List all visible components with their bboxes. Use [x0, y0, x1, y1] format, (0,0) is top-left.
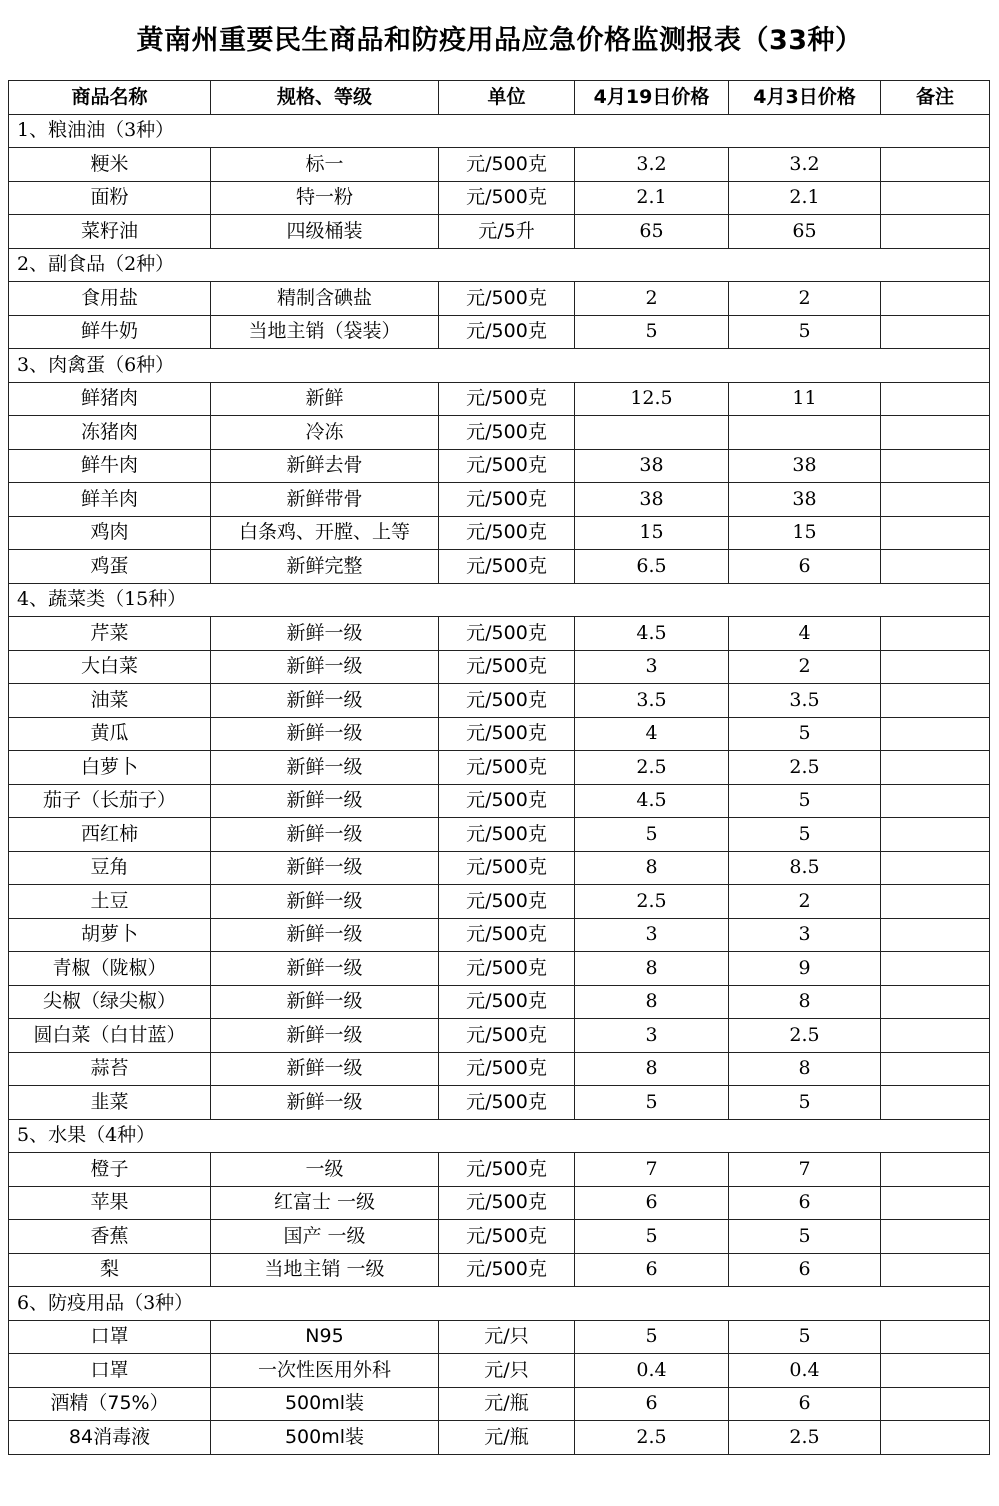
cell-spec: 国产 一级 [211, 1220, 439, 1254]
cell-unit: 元/500克 [439, 918, 575, 952]
cell-price-apr3: 5 [729, 1220, 881, 1254]
table-row [9, 1354, 990, 1388]
cell-unit: 元/瓶 [439, 1421, 575, 1455]
cell-name: 84消毒液 [9, 1421, 211, 1455]
table-row [9, 1320, 990, 1354]
cell-remarks [881, 1052, 990, 1086]
cell-spec: 当地主销 一级 [211, 1253, 439, 1287]
cell-remarks [881, 215, 990, 249]
cell-unit: 元/500克 [439, 1253, 575, 1287]
cell-spec: 精制含碘盐 [211, 282, 439, 316]
category-label: 3、肉禽蛋（6种） [9, 349, 990, 383]
cell-price-apr3: 2.5 [729, 751, 881, 785]
table-row [9, 650, 990, 684]
cell-price-apr19: 4.5 [575, 784, 729, 818]
table-row [9, 985, 990, 1019]
cell-remarks [881, 181, 990, 215]
cell-name: 黄瓜 [9, 717, 211, 751]
table-row [9, 483, 990, 517]
cell-unit: 元/500克 [439, 1153, 575, 1187]
table-row [9, 282, 990, 316]
table-row [9, 181, 990, 215]
cell-price-apr19: 8 [575, 952, 729, 986]
cell-unit: 元/500克 [439, 851, 575, 885]
cell-spec: 新鲜一级 [211, 1019, 439, 1053]
cell-price-apr19: 2.5 [575, 885, 729, 919]
cell-price-apr3: 6 [729, 1186, 881, 1220]
cell-remarks [881, 416, 990, 450]
cell-remarks [881, 684, 990, 718]
cell-name: 芹菜 [9, 617, 211, 651]
cell-price-apr19: 3.2 [575, 148, 729, 182]
cell-name: 鲜猪肉 [9, 382, 211, 416]
cell-remarks [881, 1019, 990, 1053]
cell-price-apr19: 4 [575, 717, 729, 751]
cell-price-apr3: 5 [729, 1086, 881, 1120]
cell-price-apr19: 8 [575, 851, 729, 885]
cell-name: 白萝卜 [9, 751, 211, 785]
cell-price-apr19 [575, 416, 729, 450]
table-row [9, 684, 990, 718]
cell-name: 胡萝卜 [9, 918, 211, 952]
table-row [9, 1186, 990, 1220]
cell-name: 豆角 [9, 851, 211, 885]
table-row [9, 215, 990, 249]
cell-price-apr3: 6 [729, 1253, 881, 1287]
cell-remarks [881, 1153, 990, 1187]
cell-price-apr19: 12.5 [575, 382, 729, 416]
cell-price-apr3: 5 [729, 717, 881, 751]
cell-name: 面粉 [9, 181, 211, 215]
header-name: 商品名称 [9, 81, 211, 115]
cell-remarks [881, 985, 990, 1019]
cell-unit: 元/500克 [439, 617, 575, 651]
cell-spec: 新鲜一级 [211, 1052, 439, 1086]
table-row [9, 617, 990, 651]
cell-price-apr3: 5 [729, 1320, 881, 1354]
table-row [9, 449, 990, 483]
cell-unit: 元/瓶 [439, 1387, 575, 1421]
cell-unit: 元/500克 [439, 1019, 575, 1053]
cell-spec: 新鲜一级 [211, 818, 439, 852]
category-label: 6、防疫用品（3种） [9, 1287, 990, 1321]
cell-spec: 红富士 一级 [211, 1186, 439, 1220]
table-row [9, 1220, 990, 1254]
cell-name: 鲜牛肉 [9, 449, 211, 483]
cell-name: 蒜苔 [9, 1052, 211, 1086]
cell-remarks [881, 918, 990, 952]
cell-remarks [881, 784, 990, 818]
table-row [9, 918, 990, 952]
cell-spec: 标一 [211, 148, 439, 182]
cell-price-apr3: 11 [729, 382, 881, 416]
cell-price-apr3: 2 [729, 885, 881, 919]
cell-price-apr3: 2.5 [729, 1421, 881, 1455]
cell-price-apr3: 3.5 [729, 684, 881, 718]
cell-price-apr3: 3.2 [729, 148, 881, 182]
cell-unit: 元/500克 [439, 650, 575, 684]
cell-price-apr19: 3 [575, 1019, 729, 1053]
cell-spec: 新鲜一级 [211, 1086, 439, 1120]
cell-name: 粳米 [9, 148, 211, 182]
cell-price-apr3: 6 [729, 550, 881, 584]
category-label: 5、水果（4种） [9, 1119, 990, 1153]
header-row [9, 81, 990, 115]
cell-unit: 元/500克 [439, 684, 575, 718]
cell-spec: N95 [211, 1320, 439, 1354]
cell-price-apr3: 7 [729, 1153, 881, 1187]
cell-spec: 一级 [211, 1153, 439, 1187]
cell-price-apr3: 3 [729, 918, 881, 952]
table-row [9, 952, 990, 986]
table-row [9, 751, 990, 785]
cell-price-apr3: 8.5 [729, 851, 881, 885]
cell-price-apr19: 8 [575, 1052, 729, 1086]
category-row [9, 248, 990, 282]
cell-spec: 新鲜一级 [211, 684, 439, 718]
table-row [9, 1019, 990, 1053]
cell-price-apr3: 4 [729, 617, 881, 651]
table-row [9, 550, 990, 584]
cell-unit: 元/500克 [439, 1186, 575, 1220]
cell-spec: 一次性医用外科 [211, 1354, 439, 1388]
cell-spec: 冷冻 [211, 416, 439, 450]
cell-spec: 500ml装 [211, 1421, 439, 1455]
cell-unit: 元/只 [439, 1320, 575, 1354]
cell-name: 尖椒（绿尖椒） [9, 985, 211, 1019]
cell-remarks [881, 483, 990, 517]
cell-name: 茄子（长茄子） [9, 784, 211, 818]
cell-name: 冻猪肉 [9, 416, 211, 450]
cell-price-apr19: 2.5 [575, 751, 729, 785]
cell-spec: 新鲜一级 [211, 885, 439, 919]
cell-remarks [881, 382, 990, 416]
cell-remarks [881, 148, 990, 182]
cell-price-apr3: 8 [729, 1052, 881, 1086]
table-row [9, 382, 990, 416]
price-table [8, 80, 990, 1455]
cell-remarks [881, 751, 990, 785]
header-spec: 规格、等级 [211, 81, 439, 115]
cell-price-apr3: 38 [729, 483, 881, 517]
category-row [9, 1119, 990, 1153]
cell-unit: 元/500克 [439, 751, 575, 785]
cell-unit: 元/500克 [439, 818, 575, 852]
cell-price-apr3: 8 [729, 985, 881, 1019]
cell-unit: 元/500克 [439, 1086, 575, 1120]
header-unit: 单位 [439, 81, 575, 115]
cell-price-apr19: 38 [575, 483, 729, 517]
cell-price-apr19: 4.5 [575, 617, 729, 651]
cell-spec: 四级桶装 [211, 215, 439, 249]
table-row [9, 416, 990, 450]
cell-name: 口罩 [9, 1320, 211, 1354]
cell-name: 鲜羊肉 [9, 483, 211, 517]
cell-spec: 新鲜去骨 [211, 449, 439, 483]
cell-spec: 特一粉 [211, 181, 439, 215]
cell-price-apr19: 5 [575, 1086, 729, 1120]
report-title: 黄南州重要民生商品和防疫用品应急价格监测报表（33种） [136, 25, 863, 56]
cell-spec: 新鲜 [211, 382, 439, 416]
cell-price-apr19: 6.5 [575, 550, 729, 584]
cell-price-apr19: 2.5 [575, 1421, 729, 1455]
cell-name: 鸡蛋 [9, 550, 211, 584]
cell-remarks [881, 550, 990, 584]
category-label: 1、粮油油（3种） [9, 114, 990, 148]
cell-remarks [881, 1421, 990, 1455]
cell-price-apr3: 15 [729, 516, 881, 550]
cell-spec: 当地主销（袋装） [211, 315, 439, 349]
cell-remarks [881, 449, 990, 483]
table-row [9, 717, 990, 751]
cell-remarks [881, 717, 990, 751]
cell-price-apr19: 38 [575, 449, 729, 483]
cell-remarks [881, 851, 990, 885]
cell-name: 土豆 [9, 885, 211, 919]
category-row [9, 583, 990, 617]
cell-remarks [881, 1220, 990, 1254]
cell-remarks [881, 1086, 990, 1120]
cell-spec: 500ml装 [211, 1387, 439, 1421]
cell-price-apr3: 5 [729, 818, 881, 852]
cell-price-apr3: 0.4 [729, 1354, 881, 1388]
table-row [9, 1387, 990, 1421]
cell-spec: 新鲜一级 [211, 784, 439, 818]
table-row [9, 315, 990, 349]
cell-remarks [881, 1354, 990, 1388]
cell-price-apr19: 3.5 [575, 684, 729, 718]
category-row [9, 349, 990, 383]
cell-remarks [881, 818, 990, 852]
cell-price-apr3: 2.5 [729, 1019, 881, 1053]
category-row [9, 1287, 990, 1321]
cell-unit: 元/500克 [439, 483, 575, 517]
cell-price-apr19: 6 [575, 1186, 729, 1220]
cell-unit: 元/500克 [439, 181, 575, 215]
cell-price-apr3 [729, 416, 881, 450]
cell-unit: 元/500克 [439, 416, 575, 450]
cell-price-apr3: 9 [729, 952, 881, 986]
cell-unit: 元/只 [439, 1354, 575, 1388]
cell-price-apr19: 65 [575, 215, 729, 249]
cell-unit: 元/500克 [439, 516, 575, 550]
cell-price-apr19: 5 [575, 315, 729, 349]
cell-price-apr3: 5 [729, 315, 881, 349]
cell-name: 菜籽油 [9, 215, 211, 249]
cell-name: 鸡肉 [9, 516, 211, 550]
cell-remarks [881, 1186, 990, 1220]
category-row [9, 114, 990, 148]
cell-name: 鲜牛奶 [9, 315, 211, 349]
cell-price-apr19: 2.1 [575, 181, 729, 215]
cell-unit: 元/500克 [439, 282, 575, 316]
cell-remarks [881, 617, 990, 651]
cell-price-apr3: 6 [729, 1387, 881, 1421]
cell-unit: 元/500克 [439, 885, 575, 919]
table-row [9, 1153, 990, 1187]
cell-price-apr3: 65 [729, 215, 881, 249]
category-label: 4、蔬菜类（15种） [9, 583, 990, 617]
cell-name: 食用盐 [9, 282, 211, 316]
table-row [9, 516, 990, 550]
category-label: 2、副食品（2种） [9, 248, 990, 282]
cell-unit: 元/500克 [439, 717, 575, 751]
cell-unit: 元/500克 [439, 382, 575, 416]
cell-price-apr3: 2 [729, 650, 881, 684]
cell-spec: 新鲜一级 [211, 650, 439, 684]
cell-unit: 元/500克 [439, 315, 575, 349]
table-row [9, 148, 990, 182]
cell-spec: 新鲜完整 [211, 550, 439, 584]
cell-name: 大白菜 [9, 650, 211, 684]
table-body [9, 114, 990, 1454]
cell-spec: 新鲜一级 [211, 751, 439, 785]
cell-name: 西红柿 [9, 818, 211, 852]
cell-name: 香蕉 [9, 1220, 211, 1254]
cell-name: 圆白菜（白甘蓝） [9, 1019, 211, 1053]
cell-unit: 元/500克 [439, 784, 575, 818]
cell-unit: 元/500克 [439, 148, 575, 182]
cell-name: 油菜 [9, 684, 211, 718]
cell-price-apr19: 7 [575, 1153, 729, 1187]
cell-name: 口罩 [9, 1354, 211, 1388]
cell-remarks [881, 952, 990, 986]
cell-price-apr19: 3 [575, 650, 729, 684]
cell-remarks [881, 516, 990, 550]
cell-spec: 新鲜一级 [211, 918, 439, 952]
cell-spec: 新鲜一级 [211, 952, 439, 986]
table-row [9, 784, 990, 818]
cell-price-apr19: 5 [575, 1220, 729, 1254]
cell-unit: 元/500克 [439, 952, 575, 986]
cell-remarks [881, 1253, 990, 1287]
cell-spec: 新鲜一级 [211, 617, 439, 651]
cell-unit: 元/500克 [439, 550, 575, 584]
cell-name: 青椒（陇椒） [9, 952, 211, 986]
cell-unit: 元/500克 [439, 985, 575, 1019]
cell-spec: 新鲜带骨 [211, 483, 439, 517]
cell-price-apr3: 2.1 [729, 181, 881, 215]
cell-price-apr19: 5 [575, 818, 729, 852]
cell-spec: 新鲜一级 [211, 851, 439, 885]
cell-spec: 白条鸡、开膛、上等 [211, 516, 439, 550]
cell-name: 韭菜 [9, 1086, 211, 1120]
cell-remarks [881, 885, 990, 919]
cell-spec: 新鲜一级 [211, 985, 439, 1019]
cell-remarks [881, 650, 990, 684]
table-row [9, 1086, 990, 1120]
cell-remarks [881, 1387, 990, 1421]
cell-unit: 元/500克 [439, 1220, 575, 1254]
cell-price-apr3: 38 [729, 449, 881, 483]
table-row [9, 1421, 990, 1455]
cell-price-apr3: 5 [729, 784, 881, 818]
cell-price-apr19: 15 [575, 516, 729, 550]
table-row [9, 818, 990, 852]
cell-unit: 元/5升 [439, 215, 575, 249]
header-remarks: 备注 [881, 81, 990, 115]
cell-price-apr19: 8 [575, 985, 729, 1019]
cell-remarks [881, 315, 990, 349]
cell-name: 酒精（75%） [9, 1387, 211, 1421]
cell-price-apr19: 5 [575, 1320, 729, 1354]
cell-price-apr19: 0.4 [575, 1354, 729, 1388]
cell-price-apr3: 2 [729, 282, 881, 316]
cell-name: 橙子 [9, 1153, 211, 1187]
table-row [9, 1052, 990, 1086]
cell-price-apr19: 6 [575, 1253, 729, 1287]
cell-unit: 元/500克 [439, 1052, 575, 1086]
table-row [9, 851, 990, 885]
table-row [9, 885, 990, 919]
cell-name: 梨 [9, 1253, 211, 1287]
cell-remarks [881, 282, 990, 316]
cell-price-apr19: 2 [575, 282, 729, 316]
header-price-apr19: 4月19日价格 [575, 81, 729, 115]
cell-unit: 元/500克 [439, 449, 575, 483]
cell-remarks [881, 1320, 990, 1354]
cell-name: 苹果 [9, 1186, 211, 1220]
table-row [9, 1253, 990, 1287]
cell-spec: 新鲜一级 [211, 717, 439, 751]
cell-price-apr19: 6 [575, 1387, 729, 1421]
header-price-apr3: 4月3日价格 [729, 81, 881, 115]
cell-price-apr19: 3 [575, 918, 729, 952]
